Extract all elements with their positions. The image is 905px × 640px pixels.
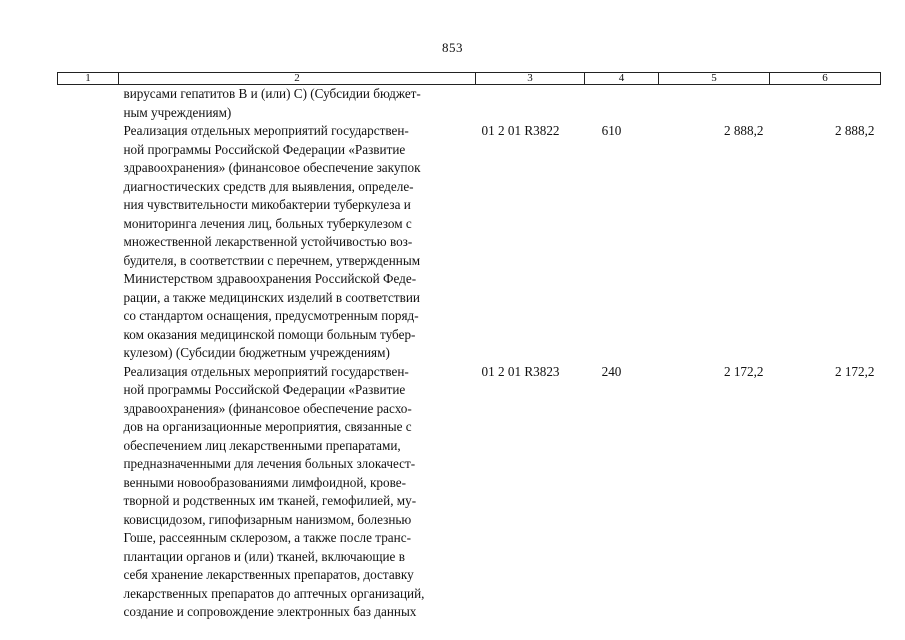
row-target-code: 01 2 01 R3823 bbox=[481, 363, 560, 379]
column-header-2: 2 bbox=[119, 73, 476, 85]
column-header-5: 5 bbox=[659, 73, 770, 85]
table-row bbox=[58, 85, 881, 123]
column-header-3: 3 bbox=[476, 73, 585, 85]
row-index-cell bbox=[58, 122, 119, 363]
row-expense-type bbox=[585, 85, 659, 123]
row-description: вирусами гепатитов В и (или) С) (Субсидии бюджет- ным учреждениям) bbox=[123, 86, 421, 120]
column-header-1: 1 bbox=[58, 73, 119, 85]
row-amount-year1: 2 172,2 bbox=[723, 363, 764, 379]
column-number-row bbox=[58, 73, 881, 85]
table-row bbox=[58, 122, 881, 363]
table-body bbox=[58, 85, 881, 622]
budget-table bbox=[57, 72, 881, 622]
row-description: Реализация отдельных мероприятий государствен- ной программы Российской Федерации «Развитие здравоохранения» (финансовое обеспечение расхо- дов на организационные мероприятия, связанные с обеспечением лиц лекарственными препаратами, предназначенными для лечения больных злокачест- венными новообразованиями лимфоидной, крове- творной и родственных им тканей, гемофилией, му- ковисцидозом, гипофизарным нанизмом, болезнью Гоше, рассеянным склерозом, а также после транс- плантации органов и (или) тканей, включающие в себя хранение лекарственных препаратов, доставку лекарственных препаратов до аптечных организаций, создание и сопровождение электронных баз данных bbox=[123, 363, 425, 619]
row-amount-year1: 2 888,2 bbox=[723, 123, 764, 138]
row-description: Реализация отдельных мероприятий государствен- ной программы Российской Федерации «Развитие здравоохранения» (финансовое обеспечение закупок диагностических средств для выявления, определе- ния чувствительности микобактерии туберкулеза и мониторинга лечения лиц, больных туберкулезом с множественной лекарственной устойчивостью воз- будителя, в соответствии с перечнем, утвержденным Министерством здравоохранения Российской Феде- рации, а также медицинских изделий в соответствии со стандартом оснащения, предусмотренным поряд- ком оказания медицинской помощи больным тубер- кулезом) (Субсидии бюджетным учреждениям) bbox=[123, 123, 421, 360]
row-target-code: 01 2 01 R3822 bbox=[481, 123, 560, 138]
page-number: 853 bbox=[442, 40, 463, 55]
row-target-code bbox=[476, 85, 585, 123]
row-expense-type: 240 bbox=[601, 363, 622, 379]
table-header bbox=[58, 73, 881, 85]
row-amount-year2 bbox=[770, 85, 881, 123]
row-amount-year2: 2 888,2 bbox=[834, 123, 875, 138]
table-row bbox=[58, 363, 881, 622]
row-index-cell bbox=[58, 363, 119, 622]
column-header-6: 6 bbox=[770, 73, 881, 85]
row-index-cell bbox=[58, 85, 119, 123]
row-amount-year1 bbox=[659, 85, 770, 123]
row-expense-type: 610 bbox=[601, 123, 622, 138]
column-header-4: 4 bbox=[585, 73, 659, 85]
row-amount-year2: 2 172,2 bbox=[834, 363, 875, 379]
